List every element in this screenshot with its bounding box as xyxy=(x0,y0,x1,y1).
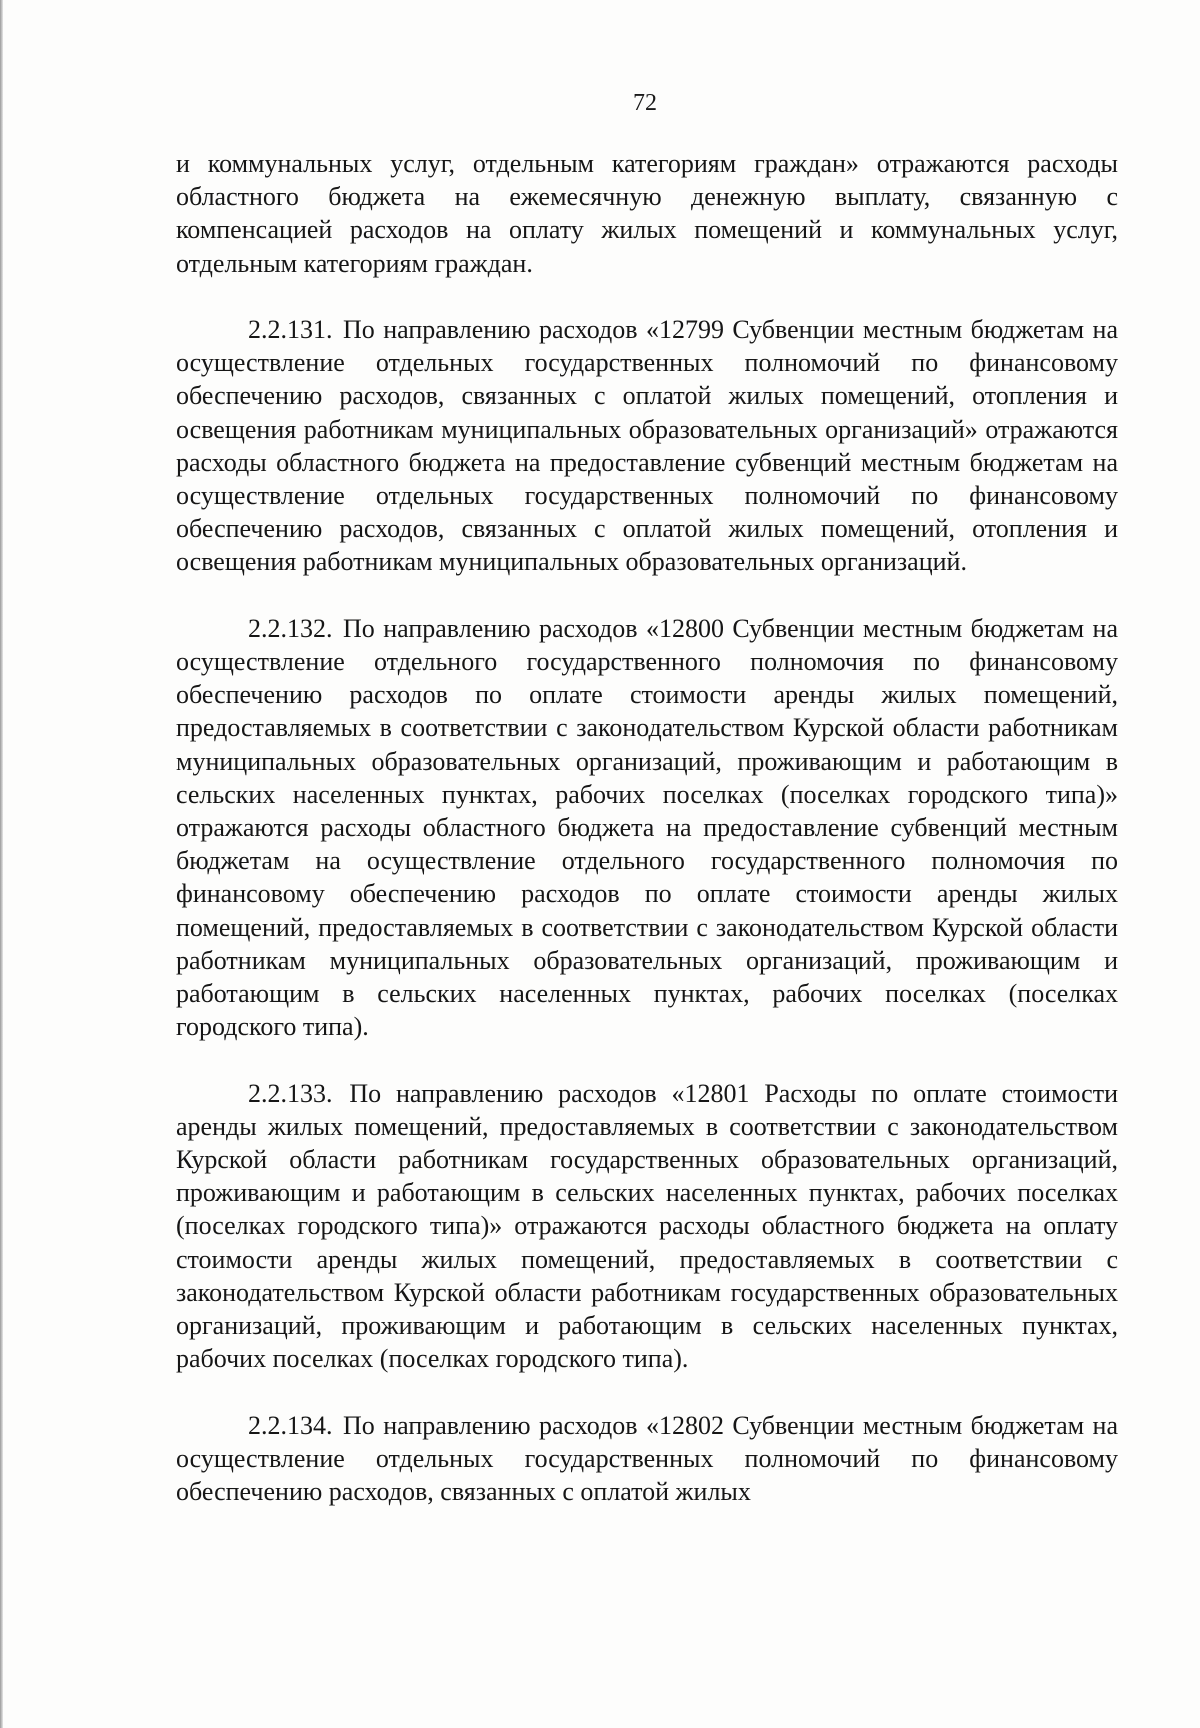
paragraph-text: По направлению расходов «12801 Расходы по оплате стоимости аренды жилых помещений, предоставляемых в соответствии с законодательством Курской области работникам государственных образовательных организаций, проживающим и работающим в сельских населенных пунктах, рабочих поселках (поселках городского типа)» отражаются расходы областного бюджета на оплату стоимости аренды жилых помещений, предоставляемых в соответствии с законодательством Курской области работникам государственных образовательных организаций, проживающим и работающим в сельских населенных пунктах, рабочих поселках (поселках городского типа). xyxy=(176,1078,1118,1374)
paragraph-number: 2.2.132. xyxy=(248,613,333,643)
paragraph-text: По направлению расходов «12802 Субвенции местным бюджетам на осуществление отдельных государственных полномочий по финансовому обеспечению расходов, связанных с оплатой жилых xyxy=(176,1410,1118,1507)
document-body xyxy=(176,147,1118,1508)
paragraph-number: 2.2.134. xyxy=(248,1410,333,1440)
paragraph-continuation xyxy=(176,147,1118,280)
paragraph-text: и коммунальных услуг, отдельным категориям граждан» отражаются расходы областного бюджета на ежемесячную денежную выплату, связанную с компенсацией расходов на оплату жилых помещений и коммунальных услуг, отдельным категориям граждан. xyxy=(176,149,1118,278)
paragraph-number: 2.2.131. xyxy=(248,315,333,344)
page-number: 72 xyxy=(633,90,657,116)
paragraph-number: 2.2.133. xyxy=(248,1078,333,1108)
paragraph-2-2-132 xyxy=(176,612,1118,1044)
paragraph-2-2-131 xyxy=(176,313,1118,579)
paragraph-text: По направлению расходов «12799 Субвенции местным бюджетам на осуществление отдельных государственных полномочий по финансовому обеспечению расходов, связанных с оплатой жилых помещений, отопления и освещения работникам муниципальных образовательных организаций» отражаются расходы областного бюджета на предоставление субвенций местным бюджетам на осуществление отдельных государственных полномочий по финансовому обеспечению расходов, связанных с оплатой жилых помещений, отопления и освещения работникам муниципальных образовательных организаций. xyxy=(176,315,1118,577)
paragraph-2-2-133 xyxy=(176,1077,1118,1376)
scan-edge xyxy=(0,0,3,1728)
paragraph-2-2-134 xyxy=(176,1409,1118,1509)
paragraph-text: По направлению расходов «12800 Субвенции местным бюджетам на осуществление отдельного государственного полномочия по финансовому обеспечению расходов по оплате стоимости аренды жилых помещений, предоставляемых в соответствии с законодательством Курской области работникам муниципальных образовательных организаций, проживающим и работающим в сельских населенных пунктах, рабочих поселках (поселках городского типа)» отражаются расходы областного бюджета на предоставление субвенций местным бюджетам на осуществление отдельного государственного полномочия по финансовому обеспечению расходов по оплате стоимости аренды жилых помещений, предоставляемых в соответствии с законодательством Курской области работникам муниципальных образовательных организаций, проживающим и работающим в сельских населенных пунктах, рабочих поселках (поселках городского типа). xyxy=(176,613,1118,1042)
